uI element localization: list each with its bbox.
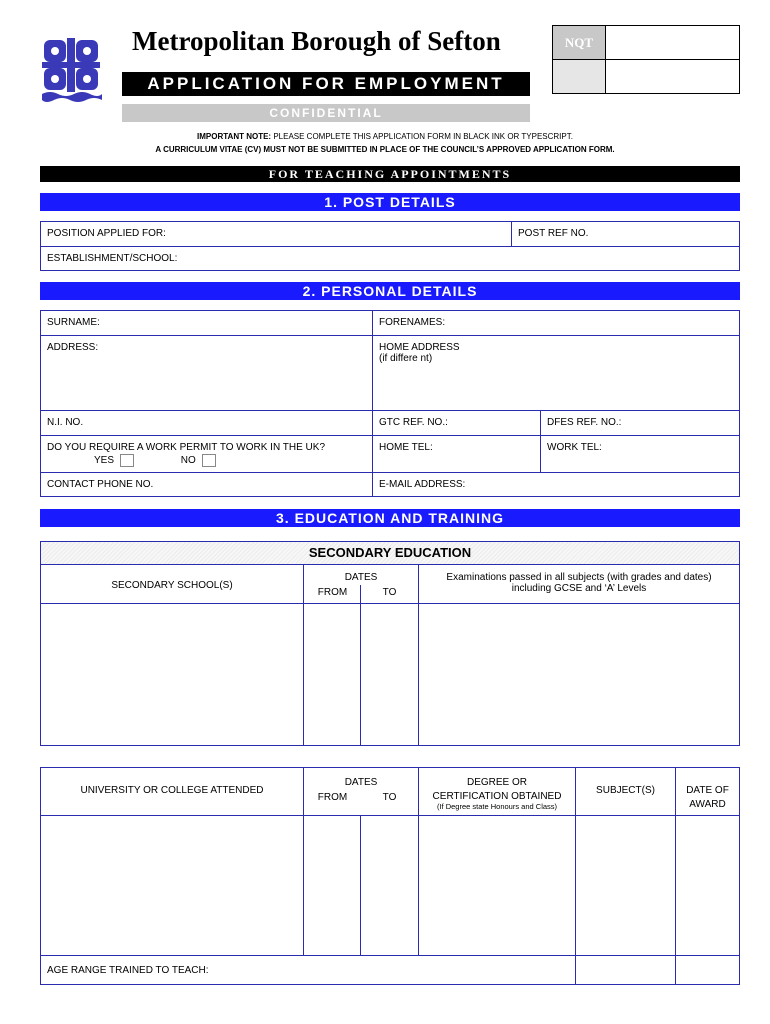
email-field[interactable]	[372, 472, 740, 497]
nqt-divider	[553, 59, 739, 60]
important-note-label: IMPORTANT NOTE:	[197, 132, 272, 141]
form-title-banner: APPLICATION FOR EMPLOYMENT	[122, 72, 530, 96]
date-of-award-entry[interactable]	[675, 815, 740, 956]
ni-no-label: N.I. NO.	[47, 417, 84, 428]
establishment-field[interactable]	[40, 246, 740, 271]
from-label: FROM	[317, 792, 348, 803]
university-header: UNIVERSITY OR COLLEGE ATTENDED	[40, 767, 304, 816]
forenames-label: FORENAMES:	[379, 317, 446, 328]
work-permit-question: DO YOU REQUIRE A WORK PERMIT TO WORK IN THE UK?	[47, 442, 326, 453]
important-note-text: PLEASE COMPLETE THIS APPLICATION FORM IN BLACK INK OR TYPESCRIPT.	[271, 132, 573, 141]
no-label: NO	[180, 455, 196, 467]
secondary-education-heading: SECONDARY EDUCATION	[40, 541, 740, 565]
establishment-label: ESTABLISHMENT/SCHOOL:	[47, 253, 178, 264]
secondary-school-entry[interactable]	[40, 603, 304, 746]
work-tel-field[interactable]	[540, 435, 740, 473]
work-tel-label: WORK TEL:	[547, 442, 602, 453]
yes-label: YES	[94, 455, 115, 467]
post-ref-label: POST REF NO.	[518, 228, 589, 239]
contact-phone-label: CONTACT PHONE NO.	[47, 479, 154, 490]
university-to-entry[interactable]	[360, 815, 419, 956]
age-range-extra-cell[interactable]	[575, 955, 676, 985]
dfes-ref-label: DFES REF. NO.:	[547, 417, 622, 428]
degree-entry[interactable]	[418, 815, 576, 956]
age-range-field[interactable]	[40, 955, 576, 985]
position-applied-label: POSITION APPLIED FOR:	[47, 228, 166, 239]
position-applied-field[interactable]	[40, 221, 512, 247]
gtc-ref-label: GTC REF. NO.:	[379, 417, 448, 428]
address-field[interactable]	[40, 335, 373, 411]
subjects-entry[interactable]	[575, 815, 676, 956]
to-label: TO	[382, 792, 397, 803]
subjects-header: SUBJECT(S)	[575, 767, 676, 816]
sefton-crest-icon	[40, 36, 102, 104]
teaching-appointments-banner: FOR TEACHING APPOINTMENTS	[40, 166, 740, 182]
date-of-award-header	[675, 767, 740, 816]
exams-header-line1: Examinations passed in all subjects (with grades and dates)	[446, 572, 712, 583]
nqt-shaded-cell	[553, 60, 605, 93]
confidential-banner: CONFIDENTIAL	[122, 104, 530, 122]
secondary-exams-entry[interactable]	[418, 603, 740, 746]
post-ref-field[interactable]	[511, 221, 740, 247]
secondary-to-entry[interactable]	[360, 603, 419, 746]
surname-label: SURNAME:	[47, 317, 100, 328]
home-tel-field[interactable]	[372, 435, 541, 473]
organisation-name: Metropolitan Borough of Sefton	[132, 26, 501, 56]
gtc-ref-field[interactable]	[372, 410, 541, 436]
contact-phone-field[interactable]	[40, 472, 373, 497]
secondary-schools-header: SECONDARY SCHOOL(S)	[40, 564, 304, 604]
no-checkbox[interactable]	[202, 454, 216, 467]
surname-field[interactable]	[40, 310, 373, 336]
home-address-field[interactable]	[372, 335, 740, 411]
dates-divider	[360, 585, 361, 604]
university-from-entry[interactable]	[303, 815, 361, 956]
university-dates-header	[303, 767, 419, 816]
to-label: TO	[382, 587, 397, 598]
forenames-field[interactable]	[372, 310, 740, 336]
degree-note: (If Degree state Honours and Class)	[436, 802, 558, 811]
home-tel-label: HOME TEL:	[379, 442, 433, 453]
degree-header	[418, 767, 576, 816]
dates-label: DATES	[344, 777, 378, 788]
secondary-from-entry[interactable]	[303, 603, 361, 746]
ni-no-field[interactable]	[40, 410, 373, 436]
dates-label: DATES	[344, 572, 378, 583]
age-range-extra-cell[interactable]	[675, 955, 740, 985]
award-label: AWARD	[689, 799, 726, 810]
work-permit-field	[40, 435, 373, 473]
yes-checkbox[interactable]	[120, 454, 134, 467]
exams-header	[418, 564, 740, 604]
cv-note: A CURRICULUM VITAE (CV) MUST NOT BE SUBMITTED IN PLACE OF THE COUNCIL’S APPROVED APPLICATION FORM.	[155, 145, 615, 154]
section-personal-details-heading: 2. PERSONAL DETAILS	[40, 282, 740, 300]
secondary-dates-header	[303, 564, 419, 604]
nqt-label: NQT	[553, 26, 605, 59]
important-note	[0, 132, 770, 141]
section-education-heading: 3. EDUCATION AND TRAINING	[40, 509, 740, 527]
from-label: FROM	[317, 587, 348, 598]
exams-header-line2: including GCSE and ‘A’ Levels	[511, 583, 647, 594]
nqt-box	[552, 25, 740, 94]
section-post-details-heading: 1. POST DETAILS	[40, 193, 740, 211]
address-label: ADDRESS:	[47, 342, 99, 353]
dfes-ref-field[interactable]	[540, 410, 740, 436]
degree-line1: DEGREE OR	[466, 777, 527, 788]
degree-line2: CERTIFICATION OBTAINED	[432, 791, 562, 802]
university-entry[interactable]	[40, 815, 304, 956]
age-range-label: AGE RANGE TRAINED TO TEACH:	[47, 965, 209, 976]
date-of-label: DATE OF	[686, 785, 729, 796]
if-different-label: (if differe nt)	[379, 353, 433, 364]
email-label: E-MAIL ADDRESS:	[379, 479, 466, 490]
home-address-label: HOME ADDRESS	[379, 342, 460, 353]
